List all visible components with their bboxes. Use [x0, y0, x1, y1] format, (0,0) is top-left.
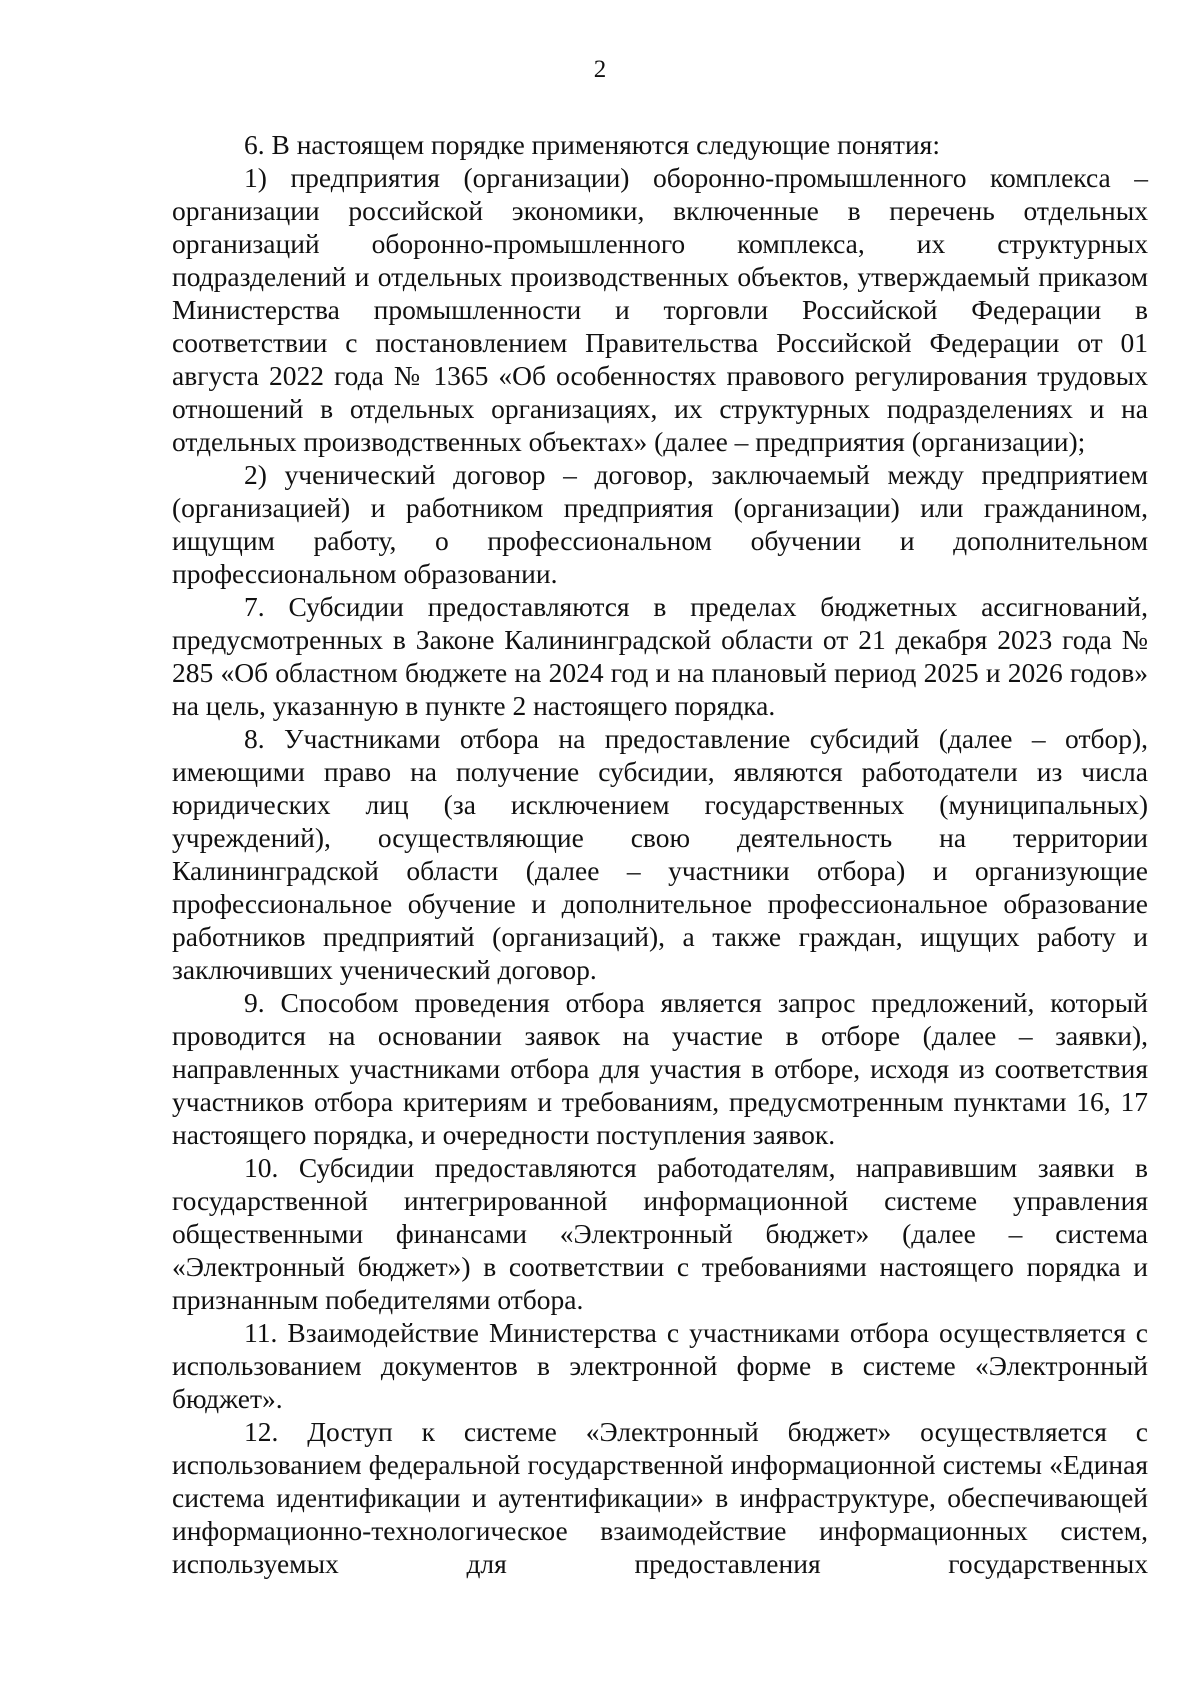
paragraph-10: 10. Субсидии предоставляются работодателям, направившим заявки в государственной интегрированной информационной системе управления общественными финансами «Электронный бюджет» (далее – система «Электронный бюджет») в соответствии с требованиями настоящего порядка и признанным победителями отбора. — [172, 1152, 1148, 1315]
paragraph-7: 7. Субсидии предоставляются в пределах бюджетных ассигнований, предусмотренных в Законе Калининградской области от 21 декабря 2023 года № 285 «Об областном бюджете на 2024 год и на плановый период 2025 и 2026 годов» на цель, указанную в пункте 2 настоящего порядка. — [172, 591, 1148, 721]
paragraph-8: 8. Участниками отбора на предоставление субсидий (далее – отбор), имеющими право на получение субсидии, являются работодатели из числа юридических лиц (за исключением государственных (муниципальных) учреждений), осуществляющие свою деятельность на территории Калининградской области (далее – участники отбора) и организующие профессиональное обучение и дополнительное профессиональное образование работников предприятий (организаций), а также граждан, ищущих работу и заключивших ученический договор. — [172, 723, 1148, 985]
paragraph-9: 9. Способом проведения отбора является запрос предложений, который проводится на основании заявок на участие в отборе (далее – заявки), направленных участниками отбора для участия в отборе, исходя из соответствия участников отбора критериям и требованиям, предусмотренным пунктами 16, 17 настоящего порядка, и очередности поступления заявок. — [172, 987, 1148, 1150]
page-number: 2 — [593, 56, 607, 83]
document-body — [172, 128, 1148, 1580]
paragraph-6-item-1: 1) предприятия (организации) оборонно-промышленного комплекса – организации российской экономики, включенные в перечень отдельных организаций оборонно-промышленного комплекса, их структурных подразделений и отдельных производственных объектов, утверждаемый приказом Министерства промышленности и торговли Российской Федерации в соответствии с постановлением Правительства Российской Федерации от 01 августа 2022 года № 1365 «Об особенностях правового регулирования трудовых отношений в отдельных организациях, их структурных подразделениях и на отдельных производственных объектах» (далее – предприятия (организации); — [172, 162, 1148, 457]
paragraph-12: 12. Доступ к системе «Электронный бюджет» осуществляется с использованием федеральной государственной информационной системы «Единая система идентификации и аутентификации» в инфраструктуре, обеспечивающей информационно-технологическое взаимодействие информационных систем, используемых для предоставления государственных — [172, 1416, 1148, 1579]
paragraph-6-item-2: 2) ученический договор – договор, заключаемый между предприятием (организацией) и работником предприятия (организации) или гражданином, ищущим работу, о профессиональном обучении и дополнительном профессиональном образовании. — [172, 459, 1148, 589]
paragraph-11: 11. Взаимодействие Министерства с участниками отбора осуществляется с использованием документов в электронной форме в системе «Электронный бюджет». — [172, 1317, 1148, 1414]
paragraph-6-definitions-intro: 6. В настоящем порядке применяются следующие понятия: — [244, 129, 940, 160]
